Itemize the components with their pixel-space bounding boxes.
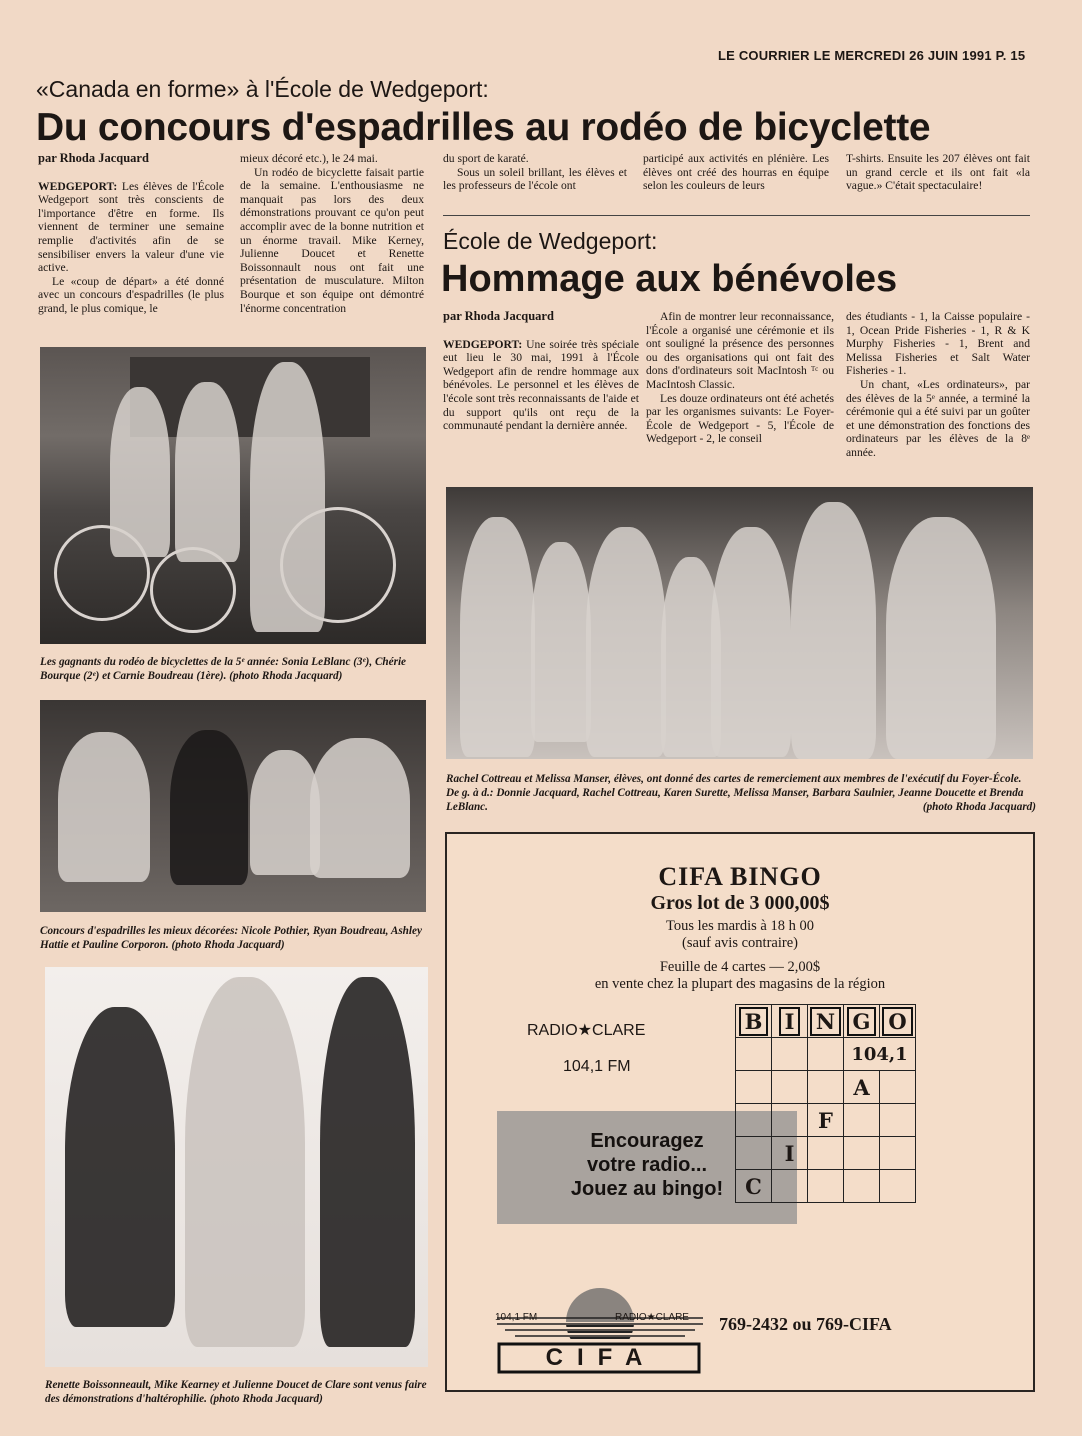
volunteers-caption <box>446 772 1036 814</box>
bingo-letter: G <box>847 1007 877 1036</box>
article1-para: participé aux activités en plénière. Les élèves ont créé des hourras en équipe selon les couleurs de leurs <box>643 152 829 193</box>
article2-dateline: WEDGEPORT: <box>443 337 523 351</box>
article2-kicker: École de Wedgeport: <box>443 228 658 254</box>
volunteer-figure <box>586 527 666 757</box>
article1-para: Les élèves de l'École Wedgeport sont très conscients de l'importance d'être en forme. Ils viennent de terminer une semaine remplie d'activités afin de se sensibiliser envers la valeur d'une vie active. <box>38 179 225 275</box>
article1-col4 <box>643 152 829 193</box>
bingo-letter: O <box>882 1007 912 1036</box>
bicycle-caption <box>40 655 430 683</box>
sneaker-caption <box>40 924 430 952</box>
bicycle-winners-photo <box>40 347 426 644</box>
student-figure <box>250 362 325 632</box>
slogan-line: votre radio... <box>586 1154 708 1176</box>
article2-col3 <box>846 310 1030 460</box>
volunteer-figure <box>886 517 996 759</box>
article2-col1 <box>443 310 639 433</box>
slogan-line: Encouragez <box>590 1130 704 1152</box>
student-figure <box>58 732 150 882</box>
student-figure <box>110 387 170 557</box>
article1-headline: Du concours d'espadrilles au rodéo de bicyclette <box>36 106 931 149</box>
article1-para: Le «coup de départ» a été donné avec un concours d'espadrilles (le plus grand, le plus comique, le <box>38 274 224 315</box>
photo-credit: (photo Rhoda Jacquard) <box>229 670 343 682</box>
ad-note: (sauf avis contraire) <box>682 935 798 951</box>
radio-clare-name: RADIO★CLARE <box>527 1022 646 1039</box>
photo-credit: (photo Rhoda Jacquard) <box>209 1393 323 1405</box>
article2-col2 <box>646 310 834 446</box>
athlete-figure <box>65 1007 175 1327</box>
photo-credit: (photo Rhoda Jacquard) <box>922 801 1036 813</box>
photo-credit: (photo Rhoda Jacquard) <box>171 939 285 951</box>
article1-para: Un rodéo de bicyclette faisait partie de la semaine. L'enthousiasme ne manquait pas lors des deux démonstrations prouvant ce qu'on peut accomplir avec de la bonne nutrition et un énorme travail. Mike Kerney, Julienne Doucet et Renette Boissonnault nous ont fait une présentation de musculature. Milton Bourque et son équipe ont démontré l'énorme concentration <box>240 165 424 315</box>
article2-para: Les douze ordinateurs ont été achetés par les organismes suivants: Le Foyer-École de Wedgeport - 5, l'École de Wedgeport - 2, le conseil <box>646 391 834 446</box>
article1-col3 <box>443 152 627 193</box>
bingo-grid-number: 104,1 <box>844 1038 916 1071</box>
ad-availability: en vente chez la plupart des magasins de la région <box>594 976 886 992</box>
bingo-letter: N <box>810 1007 841 1036</box>
section-divider <box>443 215 1030 216</box>
weightlifting-photo <box>45 967 428 1367</box>
article2-byline: par Rhoda Jacquard <box>443 309 554 323</box>
bingo-grid <box>735 1004 916 1203</box>
caption-text: Renette Boissonneault, Mike Kearney et Julienne Doucet de Clare sont venus faire des démonstrations d'haltérophilie. <box>45 1379 427 1405</box>
caption-text: Concours d'espadrilles les mieux décorées: Nicole Pothier, Ryan Boudreau, Ashley Hattie et Pauline Corporon. <box>40 925 422 951</box>
sneaker-contest-photo <box>40 700 426 912</box>
logo-cifa-text: CIFA <box>545 1344 657 1371</box>
ad-jackpot: Gros lot de 3 000,00$ <box>650 892 830 914</box>
student-figure <box>170 730 248 885</box>
article1-dateline: WEDGEPORT: <box>38 179 118 193</box>
bingo-cell: I <box>772 1137 808 1170</box>
student-figure <box>175 382 240 562</box>
article1-kicker: «Canada en forme» à l'École de Wedgeport: <box>36 76 489 102</box>
radio-frequency: 104,1 FM <box>563 1058 631 1075</box>
bingo-letter: I <box>779 1007 801 1036</box>
athlete-figure <box>185 977 305 1347</box>
caption-text: Rachel Cottreau et Melissa Manser, élèves, ont donné des cartes de remerciement aux membres de l'exécutif du Foyer-École. De g. à d.: Donnie Jacquard, Rachel Cottreau, Karen Surette, Melissa Manser, Barbara Saulnier, Jeanne Doucette et Brenda LeBlanc. <box>446 773 1024 813</box>
article1-para: T-shirts. Ensuite les 207 élèves ont fait un grand cercle et ils ont fait «la vague.» C'était spectaculaire! <box>846 152 1030 193</box>
article1-col2 <box>240 152 424 315</box>
article2-headline: Hommage aux bénévoles <box>441 258 898 300</box>
ad-title: CIFA BINGO <box>658 862 822 891</box>
article2-para: Un chant, «Les ordinateurs», par des élèves de la 5ᵉ année, a terminé la cérémonie qui a été suivi par un goûter et une démonstration des fonctions des ordinateurs par les élèves de la 8ᵉ année. <box>846 377 1030 459</box>
article2-para: des étudiants - 1, la Caisse populaire - 1, Ocean Pride Fisheries - 1, R & K Murphy Fisheries - 1, Brent and Melissa Fisheries et Salt Water Fisheries - 1. <box>846 310 1030 378</box>
athlete-figure <box>320 977 415 1347</box>
slogan-line: Jouez au bingo! <box>570 1178 724 1200</box>
volunteer-figure <box>460 517 535 757</box>
bingo-letter: B <box>739 1007 769 1036</box>
cifa-bingo-ad <box>445 832 1035 1392</box>
article1-col1 <box>38 152 224 316</box>
bingo-cell: A <box>844 1071 880 1104</box>
volunteer-figure <box>711 527 791 757</box>
masthead: LE COURRIER LE MERCREDI 26 JUIN 1991 P. 15 <box>718 48 1026 63</box>
bingo-cell: C <box>736 1170 772 1203</box>
article1-byline: par Rhoda Jacquard <box>38 151 149 165</box>
logo-frequency: 104,1 FM <box>495 1312 538 1323</box>
ad-schedule: Tous les mardis à 18 h 00 <box>666 918 814 934</box>
volunteer-figure <box>791 502 876 759</box>
ad-price: Feuille de 4 cartes — 2,00$ <box>659 959 821 975</box>
article1-para: Sous un soleil brillant, les élèves et les professeurs de l'école ont <box>443 165 627 193</box>
article2-para: Une soirée très spéciale eut lieu le 30 mai, 1991 à l'École Wedgeport afin de rendre hommage aux bénévoles. Le personnel et les élèves de l'école sont très reconnaissants de l'aide et du support qu'ils ont reçu de la communauté pendant la dernière année. <box>443 337 639 433</box>
ad-phone: 769-2432 ou 769-CIFA <box>719 1314 892 1334</box>
article1-para: mieux décoré etc.), le 24 mai. <box>240 152 378 165</box>
article1-para: du sport de karaté. <box>443 152 529 165</box>
student-figure <box>310 738 410 878</box>
article1-col5 <box>846 152 1030 193</box>
volunteer-figure <box>531 542 591 742</box>
article2-para: Afin de montrer leur reconnaissance, l'École a organisé une cérémonie et ils ont souligné la présence des personnes ou des organisations qui ont fait des dons d'ordinateurs soit MacIntosh ᵀᶜ ou MacIntosh Classic. <box>646 310 834 391</box>
bingo-cell: F <box>808 1104 844 1137</box>
volunteers-photo <box>446 487 1033 759</box>
weightlifting-caption <box>45 1378 435 1406</box>
caption-text: Les gagnants du rodéo de bicyclettes de la 5ᵉ année: Sonia LeBlanc (3ᵉ), Chérie Bourque (2ᵉ) et Carnie Boudreau (1ère). <box>40 656 407 682</box>
logo-radio: RADIO★CLARE <box>615 1312 689 1323</box>
